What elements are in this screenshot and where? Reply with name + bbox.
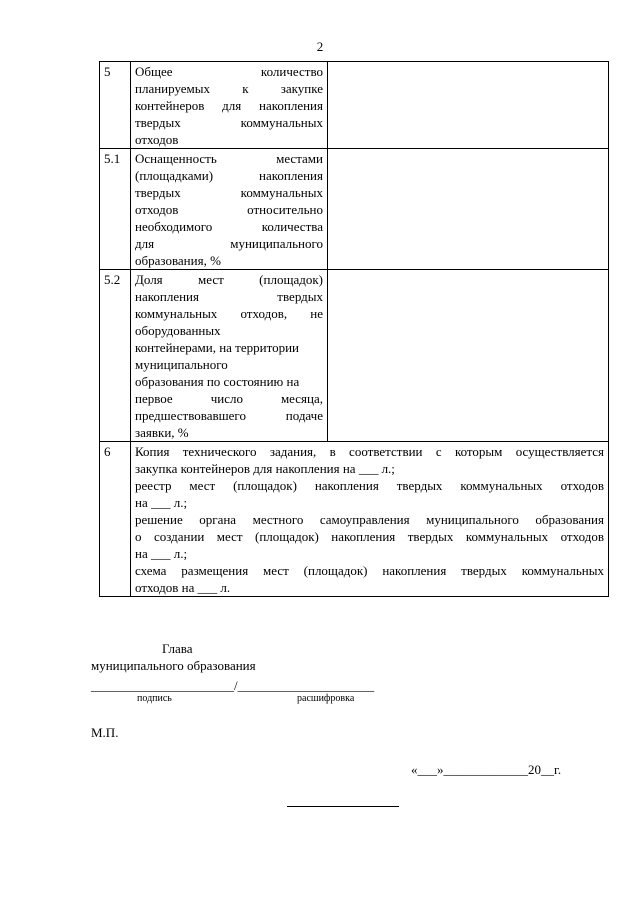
text-line: Оснащенность местами <box>135 151 323 166</box>
text-line: (площадками) накопления <box>135 168 323 183</box>
row-description <box>131 442 609 597</box>
text-line: предшествовавшего подаче <box>135 408 323 423</box>
text-line: Копия технического задания, в соответствии с которым осуществляется <box>135 444 604 459</box>
text-line: закупка контейнеров для накопления на ___ л.; <box>135 461 395 476</box>
row-number: 5 <box>100 62 131 149</box>
text-line: отходов <box>135 132 179 147</box>
signatory-title: Глава <box>162 641 193 656</box>
text-line: контейнеров для накопления <box>135 98 323 113</box>
text-line: отходов относительно <box>135 202 323 217</box>
row-value-cell[interactable] <box>328 62 609 149</box>
text-line: на ___ л.; <box>135 495 188 510</box>
text-line: планируемых к закупке <box>135 81 323 96</box>
stamp-placeholder: М.П. <box>91 725 119 740</box>
text-line: образования, % <box>135 253 221 268</box>
row-number: 6 <box>100 442 131 597</box>
text-line: оборудованных <box>135 323 221 338</box>
text-line: реестр мест (площадок) накопления твердых коммунальных отходов <box>135 478 604 493</box>
text-line: для муниципального <box>135 236 323 251</box>
signatory-organization: муниципального образования <box>91 658 256 673</box>
signature-caption: подпись <box>137 693 172 704</box>
text-line: Общее количество <box>135 64 323 79</box>
row-number: 5.1 <box>100 149 131 270</box>
row-number: 5.2 <box>100 270 131 442</box>
text-line: муниципального <box>135 357 228 372</box>
row-description <box>131 270 328 442</box>
text-line: образования по состоянию на <box>135 374 300 389</box>
row-value-cell[interactable] <box>328 149 609 270</box>
table-row <box>100 270 609 442</box>
text-line: необходимого количества <box>135 219 323 234</box>
application-table <box>99 61 609 597</box>
table-row <box>100 442 609 597</box>
text-line: накопления твердых <box>135 289 323 304</box>
text-line: схема размещения мест (площадок) накопления твердых коммунальных <box>135 563 604 578</box>
row-description <box>131 149 328 270</box>
text-line: отходов на ___ л. <box>135 580 231 595</box>
text-line: Доля мест (площадок) <box>135 272 323 287</box>
row-description <box>131 62 328 149</box>
text-line: твердых коммунальных <box>135 185 323 200</box>
bottom-divider <box>287 806 399 807</box>
text-line: первое число месяца, <box>135 391 323 406</box>
text-line: твердых коммунальных <box>135 115 323 130</box>
text-line: решение органа местного самоуправления муниципального образования <box>135 512 604 527</box>
text-line: коммунальных отходов, не <box>135 306 323 321</box>
text-line: на ___ л.; <box>135 546 188 561</box>
text-line: контейнерами, на территории <box>135 340 300 355</box>
text-line: о создании мест (площадок) накопления твердых коммунальных отходов <box>135 529 604 544</box>
table-row <box>100 149 609 270</box>
signature-field[interactable]: ______________________/_____________________ <box>91 678 375 693</box>
table-row <box>100 62 609 149</box>
text-line: заявки, % <box>135 425 189 440</box>
page-number: 2 <box>316 39 324 54</box>
row-value-cell[interactable] <box>328 270 609 442</box>
date-field[interactable]: «___»_____________20__г. <box>411 762 562 777</box>
decoding-caption: расшифровка <box>297 693 355 704</box>
